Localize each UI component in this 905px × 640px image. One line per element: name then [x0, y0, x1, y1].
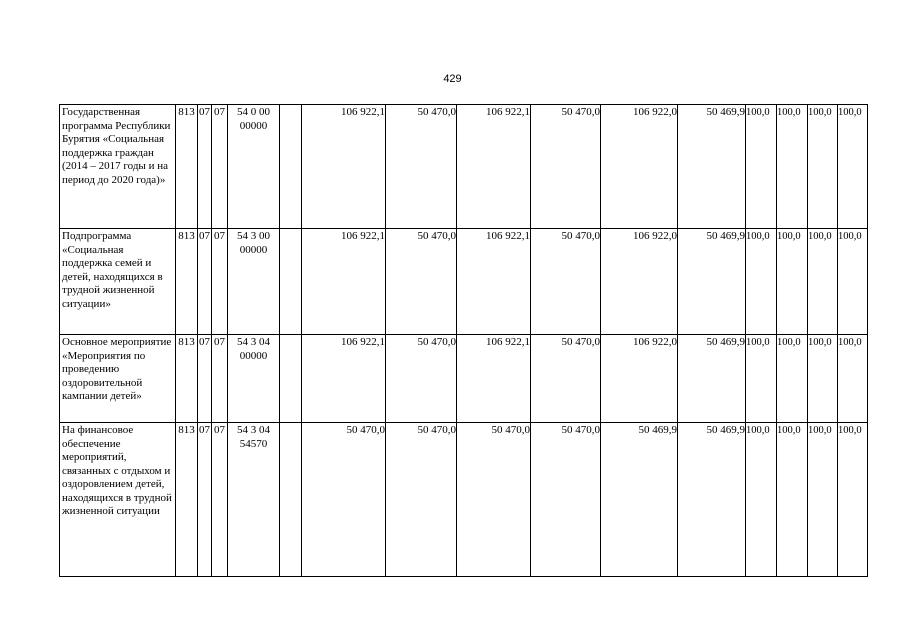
row-name-cell: На финансовое обеспечение мероприятий, связанных с отдыхом и оздоровлением детей, находящихся в трудной жизненной ситуации [60, 423, 176, 577]
percent-cell: 100,0 [746, 105, 777, 229]
section-cell: 07 [198, 335, 212, 423]
amount-cell: 106 922,1 [457, 229, 531, 335]
row-name-cell: Основное мероприятие «Мероприятия по проведению оздоровительной кампании детей» [60, 335, 176, 423]
table-body [60, 105, 868, 577]
grbs-cell: 813 [176, 229, 198, 335]
percent-cell: 100,0 [838, 335, 868, 423]
expense-type-cell [280, 335, 302, 423]
subsection-cell: 07 [212, 229, 228, 335]
percent-cell: 100,0 [777, 229, 808, 335]
percent-cell: 100,0 [746, 423, 777, 577]
expense-type-cell [280, 105, 302, 229]
amount-cell: 50 469,9 [678, 229, 746, 335]
amount-cell: 50 470,0 [531, 105, 601, 229]
percent-cell: 100,0 [838, 423, 868, 577]
table-row [60, 423, 868, 577]
amount-cell: 50 470,0 [531, 229, 601, 335]
amount-cell: 50 470,0 [457, 423, 531, 577]
target-article-cell: 54 0 00 00000 [228, 105, 280, 229]
target-article-cell: 54 3 04 54570 [228, 423, 280, 577]
section-cell: 07 [198, 105, 212, 229]
amount-cell: 50 470,0 [386, 105, 457, 229]
page-number: 429 [443, 73, 462, 85]
row-name-cell: Подпрограмма «Социальная поддержка семей и детей, находящихся в трудной жизненной ситуации» [60, 229, 176, 335]
amount-cell: 106 922,0 [601, 335, 678, 423]
budget-table [59, 104, 868, 577]
subsection-cell: 07 [212, 423, 228, 577]
percent-cell: 100,0 [777, 423, 808, 577]
row-name-cell: Государственная программа Республики Бурятия «Социальная поддержка граждан (2014 – 2017 годы и на период до 2020 года)» [60, 105, 176, 229]
grbs-cell: 813 [176, 105, 198, 229]
amount-cell: 106 922,1 [302, 335, 386, 423]
target-article-cell: 54 3 00 00000 [228, 229, 280, 335]
expense-type-cell [280, 229, 302, 335]
amount-cell: 106 922,1 [302, 229, 386, 335]
amount-cell: 50 470,0 [531, 423, 601, 577]
expense-type-cell [280, 423, 302, 577]
amount-cell: 106 922,0 [601, 229, 678, 335]
subsection-cell: 07 [212, 335, 228, 423]
section-cell: 07 [198, 423, 212, 577]
section-cell: 07 [198, 229, 212, 335]
grbs-cell: 813 [176, 423, 198, 577]
table-row [60, 105, 868, 229]
amount-cell: 106 922,1 [302, 105, 386, 229]
percent-cell: 100,0 [808, 335, 838, 423]
percent-cell: 100,0 [808, 229, 838, 335]
percent-cell: 100,0 [838, 105, 868, 229]
subsection-cell: 07 [212, 105, 228, 229]
table-row [60, 229, 868, 335]
percent-cell: 100,0 [777, 105, 808, 229]
amount-cell: 50 469,9 [601, 423, 678, 577]
amount-cell: 50 469,9 [678, 105, 746, 229]
percent-cell: 100,0 [777, 335, 808, 423]
percent-cell: 100,0 [746, 229, 777, 335]
amount-cell: 106 922,1 [457, 335, 531, 423]
amount-cell: 50 469,9 [678, 335, 746, 423]
amount-cell: 50 470,0 [386, 229, 457, 335]
amount-cell: 106 922,1 [457, 105, 531, 229]
amount-cell: 50 470,0 [302, 423, 386, 577]
grbs-cell: 813 [176, 335, 198, 423]
amount-cell: 50 470,0 [531, 335, 601, 423]
percent-cell: 100,0 [808, 105, 838, 229]
amount-cell: 106 922,0 [601, 105, 678, 229]
percent-cell: 100,0 [808, 423, 838, 577]
amount-cell: 50 469,9 [678, 423, 746, 577]
target-article-cell: 54 3 04 00000 [228, 335, 280, 423]
table-row [60, 335, 868, 423]
amount-cell: 50 470,0 [386, 335, 457, 423]
amount-cell: 50 470,0 [386, 423, 457, 577]
percent-cell: 100,0 [746, 335, 777, 423]
percent-cell: 100,0 [838, 229, 868, 335]
